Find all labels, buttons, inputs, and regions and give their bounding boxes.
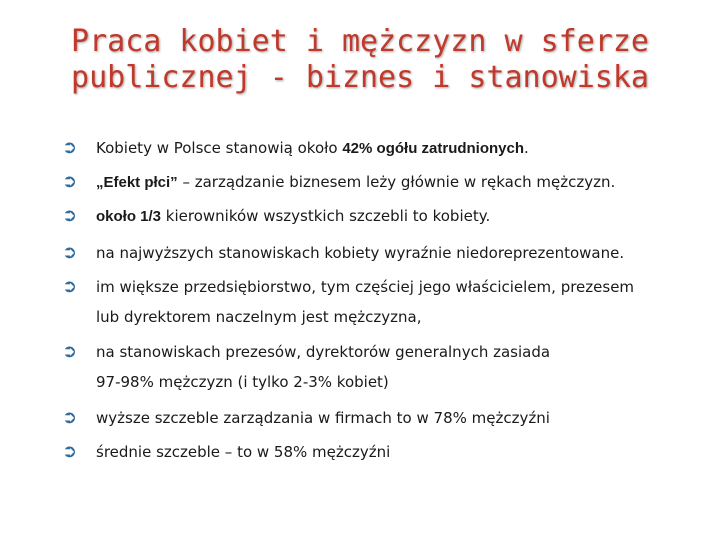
right-arrow-circle-icon: ➲: [62, 137, 78, 158]
bullet-text: wyższe szczeble zarządzania w firmach to w 78% mężczyźni: [96, 409, 550, 427]
bullet-text: im większe przedsiębiorstwo, tym częściej jego właścicielem, prezesem: [96, 278, 635, 296]
right-arrow-circle-icon: ➲: [62, 341, 78, 362]
title-line-1: Praca kobiet i mężczyzn w sferze: [71, 24, 649, 59]
bullet-text: Kobiety w Polsce stanowią około 42% ogółu zatrudnionych.: [96, 139, 529, 157]
bullet-text: na najwyższych stanowiskach kobiety wyraźnie niedoreprezentowane.: [96, 244, 625, 262]
bullet-text: „Efekt płci” – zarządzanie biznesem leży głównie w rękach mężczyzn.: [96, 173, 616, 191]
bullet-text: około 1/3 kierowników wszystkich szczebli to kobiety.: [96, 207, 491, 225]
bullet-text-continued: 97-98% mężczyzn (i tylko 2-3% kobiet): [96, 373, 389, 391]
title-line-2: publicznej - biznes i stanowiska: [71, 60, 649, 95]
right-arrow-circle-icon: ➲: [62, 171, 78, 192]
right-arrow-circle-icon: ➲: [62, 276, 78, 297]
right-arrow-circle-icon: ➲: [62, 205, 78, 226]
right-arrow-circle-icon: ➲: [62, 441, 78, 462]
right-arrow-circle-icon: ➲: [62, 242, 78, 263]
right-arrow-circle-icon: ➲: [62, 407, 78, 428]
bullet-text: średnie szczeble – to w 58% mężczyźni: [96, 443, 391, 461]
bullet-text-continued: lub dyrektorem naczelnym jest mężczyzna,: [96, 308, 422, 326]
bullet-text: na stanowiskach prezesów, dyrektorów generalnych zasiada: [96, 343, 551, 361]
